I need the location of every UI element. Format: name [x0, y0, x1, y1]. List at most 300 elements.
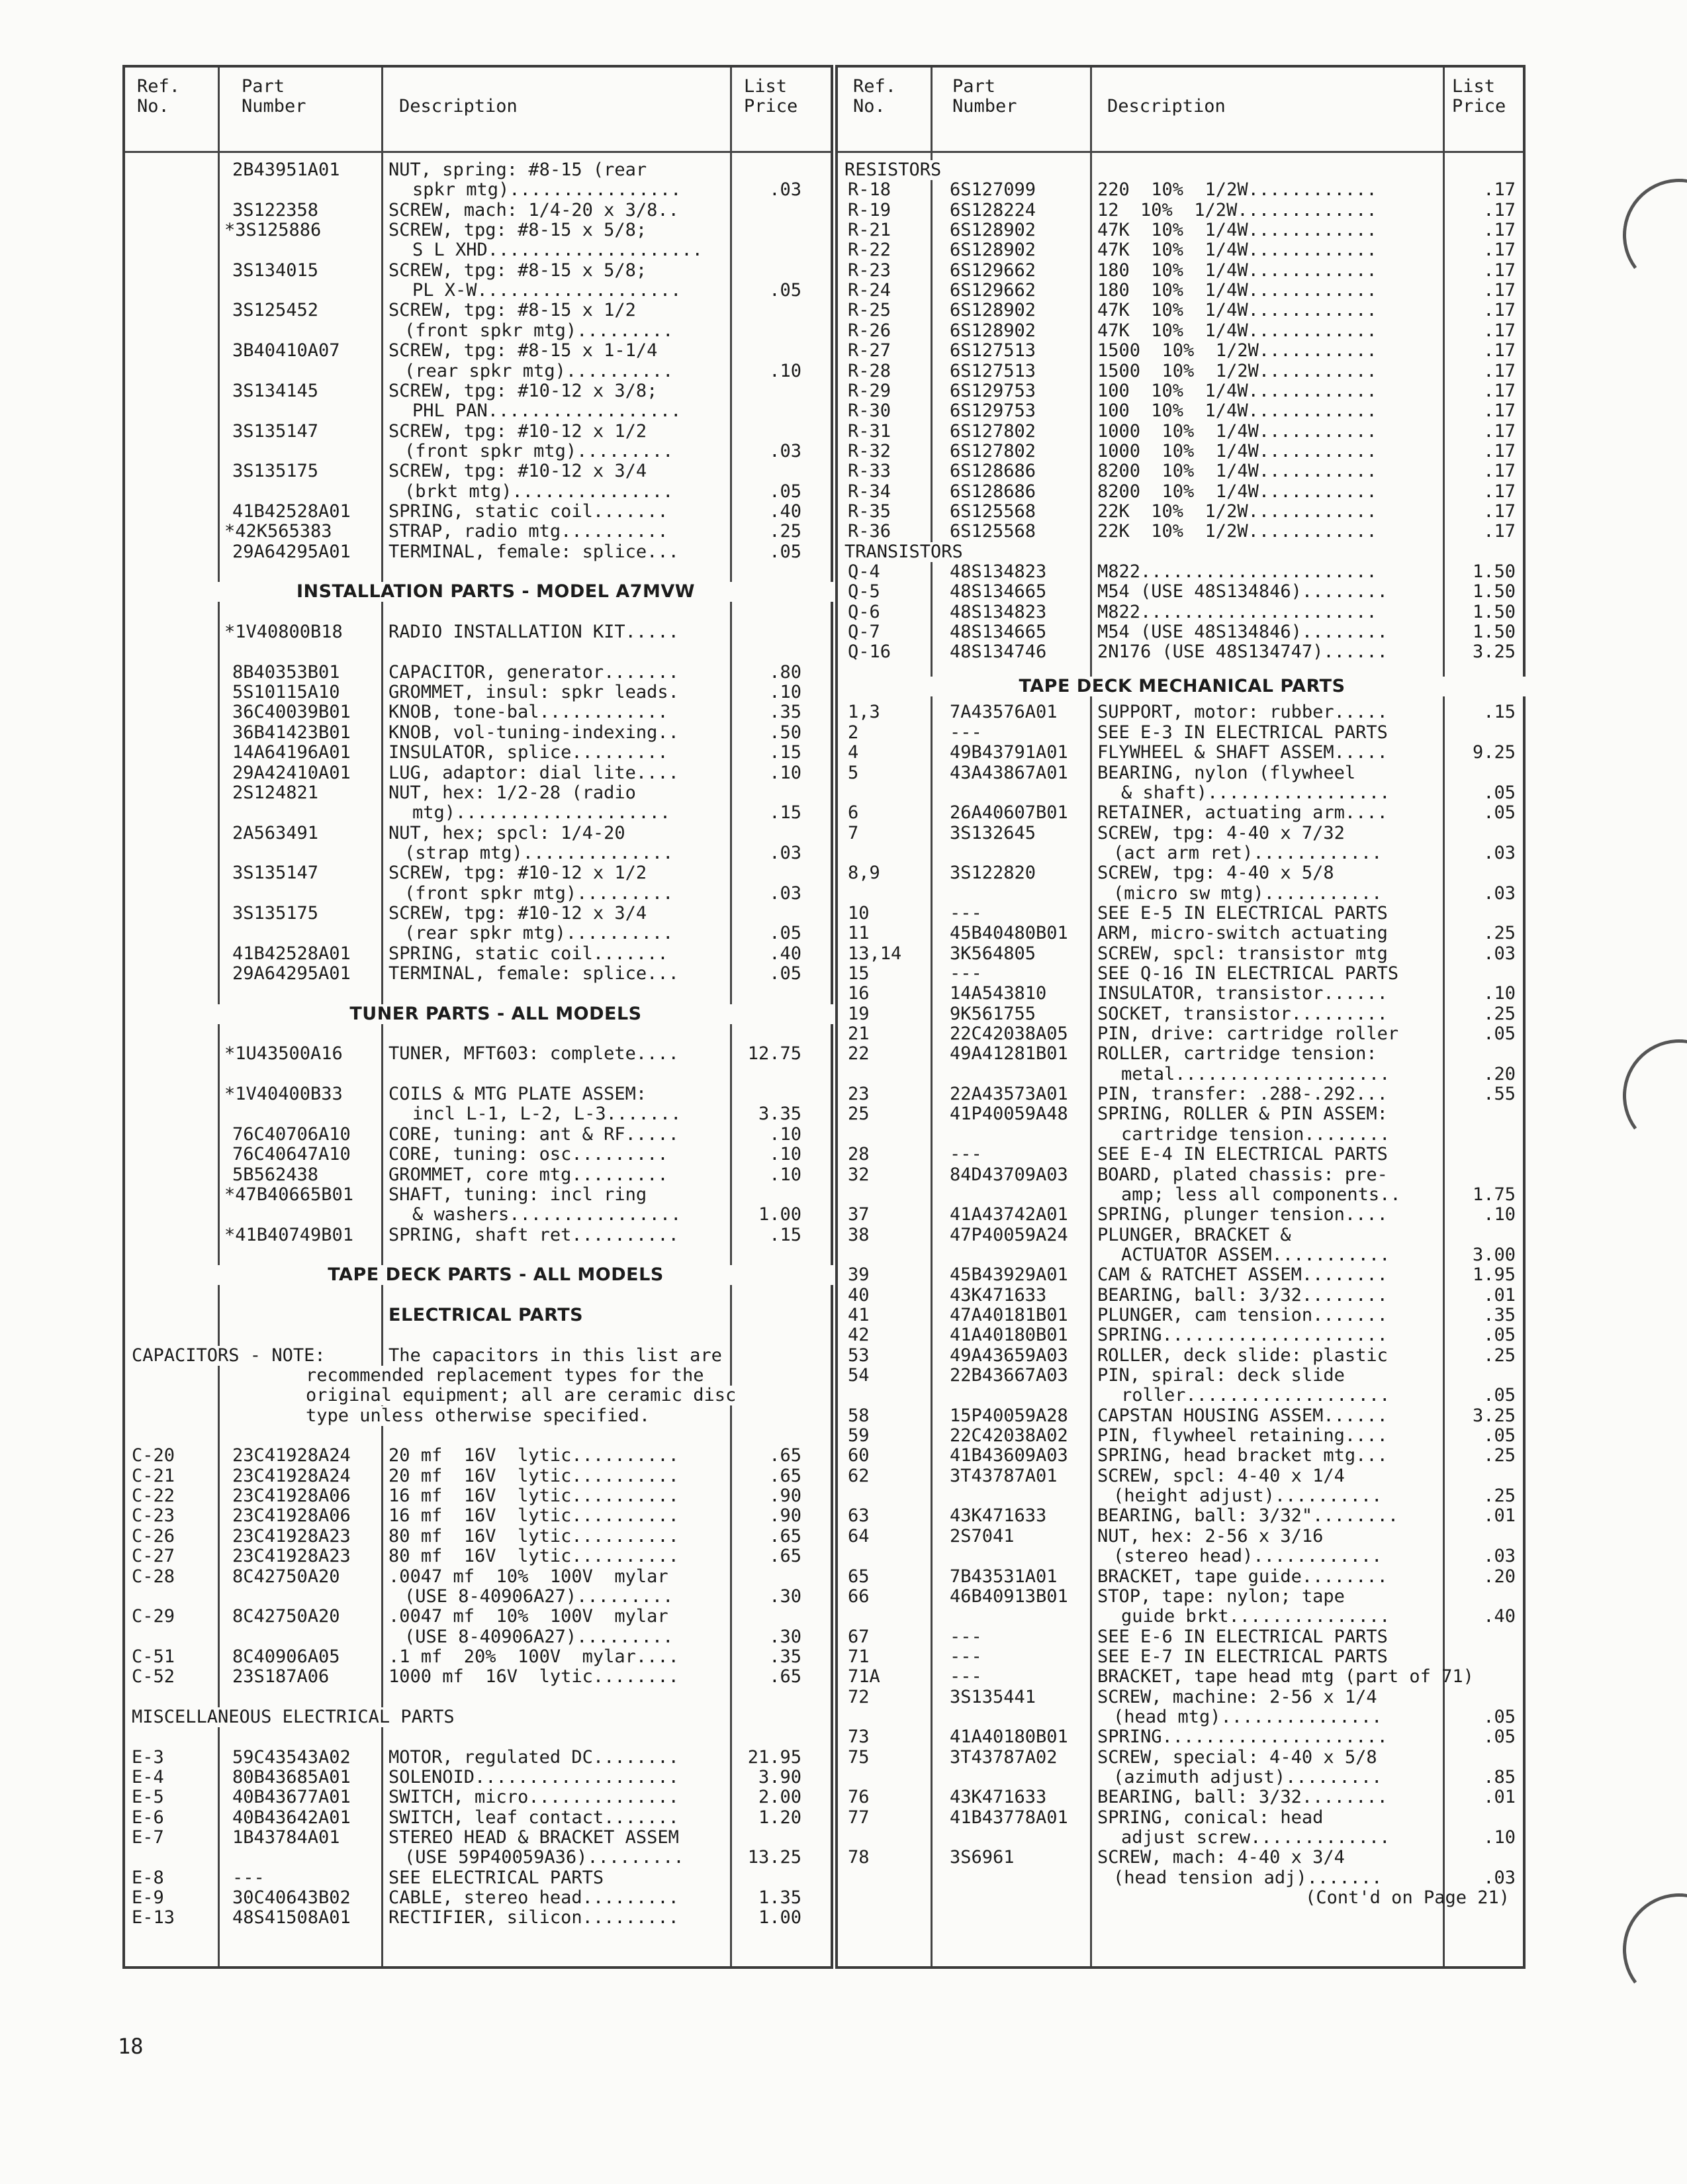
description: SCREW, tpg: #10-12 x 1/2 [388, 863, 647, 884]
note-text: original equipment; all are ceramic disc [306, 1385, 737, 1406]
table-row [838, 1165, 1523, 1185]
list-price: .03 [1483, 1867, 1516, 1888]
table-row [838, 1828, 1523, 1848]
table-row [838, 482, 1523, 502]
description: SEE ELECTRICAL PARTS [388, 1867, 604, 1888]
description: TUNER, MFT603: complete.... [388, 1043, 679, 1065]
header-divider [125, 151, 831, 153]
description: RECTIFIER, silicon......... [388, 1907, 679, 1928]
description: M822...................... [1097, 601, 1377, 622]
ref-number: R-23 [848, 260, 891, 281]
part-number: 23C41928A24 [232, 1445, 351, 1466]
ref-number: 1,3 [848, 702, 880, 723]
description: 1500 10% 1/2W........... [1097, 360, 1377, 381]
note-text: recommended replacement types for the [306, 1365, 704, 1386]
description: RETAINER, actuating arm.... [1097, 802, 1388, 824]
table-row [125, 220, 831, 240]
description: PL X-W................... [412, 280, 682, 301]
description: & washers................ [412, 1204, 682, 1225]
part-number: 6S127099 [950, 179, 1036, 201]
list-price: .20 [1483, 1566, 1516, 1587]
part-number: 6S125568 [950, 500, 1036, 522]
table-row [838, 1245, 1523, 1265]
table-row [125, 442, 831, 461]
description: 100 10% 1/4W............ [1097, 401, 1377, 422]
list-price: 13.25 [747, 1847, 801, 1868]
table-row [838, 1587, 1523, 1607]
ref-number: R-24 [848, 280, 891, 301]
list-price: .17 [1483, 521, 1516, 542]
ref-number: C-51 [132, 1646, 175, 1667]
list-price: .15 [1483, 702, 1516, 723]
description: FLYWHEEL & SHAFT ASSEM..... [1097, 742, 1388, 763]
ref-number: R-26 [848, 320, 891, 341]
description: (height adjust).......... [1113, 1486, 1383, 1507]
part-number: 3S135175 [232, 902, 319, 924]
table-row [838, 1667, 1523, 1687]
table-row [838, 743, 1523, 763]
table-row [125, 422, 831, 442]
description: SCREW, mach: 4-40 x 3/4 [1097, 1847, 1345, 1868]
ref-number: 2 [848, 722, 859, 743]
list-price: .01 [1483, 1505, 1516, 1527]
description: 16 mf 16V lytic.......... [388, 1486, 679, 1507]
part-number: 14A543810 [950, 983, 1047, 1004]
table-row [125, 1205, 831, 1225]
part-number: --- [950, 963, 982, 984]
punch-hole-mark [1616, 171, 1687, 299]
list-price: .15 [769, 742, 801, 763]
part-number: 6S128902 [950, 320, 1036, 341]
note-text: type unless otherwise specified. [306, 1405, 651, 1426]
part-number: *1V40400B33 [224, 1084, 343, 1105]
table-row [838, 1627, 1523, 1647]
description: SCREW, spcl: transistor mtg [1097, 943, 1388, 964]
ref-number: 64 [848, 1525, 870, 1546]
part-number: 22C42038A05 [950, 1023, 1068, 1045]
table-row [838, 964, 1523, 984]
description: PLUNGER, cam tension....... [1097, 1304, 1388, 1325]
table-row [125, 803, 831, 823]
ref-number: Q-6 [848, 601, 880, 622]
description: BEARING, nylon (flywheel [1097, 762, 1356, 783]
part-number: *47B40665B01 [224, 1184, 354, 1205]
table-row [838, 522, 1523, 542]
table-row [838, 843, 1523, 863]
part-header: Part Number [952, 76, 1017, 117]
ref-number: C-52 [132, 1666, 175, 1687]
description: ROLLER, cartridge tension: [1097, 1043, 1377, 1065]
description: SPRING, shaft ret.......... [388, 1224, 679, 1245]
ref-number: 76 [848, 1787, 870, 1808]
table-row [125, 1768, 831, 1787]
description: SEE Q-16 IN ELECTRICAL PARTS [1097, 963, 1399, 984]
ref-number: C-20 [132, 1445, 175, 1466]
table-row [125, 1265, 831, 1285]
table-row [125, 783, 831, 803]
list-price: .05 [1483, 782, 1516, 803]
punch-hole-mark [1616, 1886, 1687, 2013]
description: 1000 10% 1/4W........... [1097, 440, 1377, 461]
part-number: 2S7041 [950, 1525, 1015, 1546]
table-row [838, 1065, 1523, 1084]
punch-hole-mark [1616, 1032, 1687, 1159]
part-number: 15P40059A28 [950, 1405, 1068, 1426]
table-row [838, 562, 1523, 582]
part-number: 40B43642A01 [232, 1807, 351, 1828]
list-price: .17 [1483, 179, 1516, 201]
ref-number: C-23 [132, 1505, 175, 1527]
ref-number: C-26 [132, 1525, 175, 1546]
list-price: 1.50 [1472, 581, 1516, 602]
table-row [125, 863, 831, 883]
table-row [125, 702, 831, 722]
list-price: .03 [1483, 882, 1516, 904]
description: 47K 10% 1/4W............ [1097, 320, 1377, 341]
ref-number: R-29 [848, 380, 891, 401]
description: guide brkt............... [1121, 1606, 1391, 1627]
table-row [125, 1828, 831, 1848]
description: PIN, transfer: .288-.292... [1097, 1084, 1388, 1105]
description: SCREW, tpg: 4-40 x 7/32 [1097, 822, 1345, 843]
table-row [838, 1486, 1523, 1506]
description: CORE, tuning: osc......... [388, 1144, 668, 1165]
description: SUPPORT, motor: rubber..... [1097, 702, 1388, 723]
table-row [125, 1225, 831, 1245]
price-header: List Price [744, 76, 798, 117]
part-number: 48S134823 [950, 561, 1047, 582]
part-number: *1U43500A16 [224, 1043, 343, 1065]
list-price: .17 [1483, 461, 1516, 482]
table-row [125, 843, 831, 863]
list-price: .25 [1483, 1486, 1516, 1507]
table-row [838, 422, 1523, 442]
description: 22K 10% 1/2W............ [1097, 500, 1377, 522]
part-number: 41A40180B01 [950, 1727, 1068, 1748]
part-number: 3S125452 [232, 300, 319, 321]
description: SCREW, tpg: #8-15 x 5/8; [388, 260, 647, 281]
part-number: 23C41928A24 [232, 1465, 351, 1486]
table-row [125, 1044, 831, 1064]
ref-number: C-28 [132, 1566, 175, 1587]
list-price: .01 [1483, 1787, 1516, 1808]
table-row [838, 1848, 1523, 1868]
ref-number: 73 [848, 1727, 870, 1748]
ref-number: R-31 [848, 420, 891, 442]
group-heading: TRANSISTORS [844, 541, 963, 562]
description: SCREW, tpg: #10-12 x 3/8; [388, 380, 658, 401]
description: SCREW, tpg: #8-15 x 5/8; [388, 220, 647, 241]
description: PIN, spiral: deck slide [1097, 1365, 1345, 1386]
table-row [125, 240, 831, 260]
list-price: .90 [769, 1505, 801, 1527]
table-row [125, 884, 831, 904]
table-row [838, 1386, 1523, 1405]
part-number: 48S41508A01 [232, 1907, 351, 1928]
list-price: .17 [1483, 280, 1516, 301]
table-row [125, 1587, 831, 1607]
part-number: 9K561755 [950, 1003, 1036, 1024]
list-price: .03 [769, 440, 801, 461]
table-row [838, 201, 1523, 220]
list-price: .03 [1483, 842, 1516, 863]
table-row [838, 1687, 1523, 1707]
page-number: 18 [118, 2034, 144, 2059]
table-row [838, 502, 1523, 522]
description: SPRING, plunger tension.... [1097, 1204, 1388, 1225]
description: 1000 10% 1/4W........... [1097, 420, 1377, 442]
ref-number: 13,14 [848, 943, 902, 964]
table-row [125, 683, 831, 702]
part-number: 6S128902 [950, 240, 1036, 261]
ref-number: 58 [848, 1405, 870, 1426]
list-price: .03 [1483, 1546, 1516, 1567]
list-price: .80 [769, 661, 801, 683]
description: SWITCH, leaf contact....... [388, 1807, 679, 1828]
table-row [125, 1888, 831, 1908]
ref-number: R-35 [848, 500, 891, 522]
description: SCREW, tpg: #10-12 x 1/2 [388, 420, 647, 442]
table-row [838, 1446, 1523, 1466]
list-price: .25 [1483, 1445, 1516, 1466]
ref-number: E-5 [132, 1787, 164, 1808]
list-price: .10 [769, 1164, 801, 1185]
table-row [838, 341, 1523, 361]
part-number: 49A43659A03 [950, 1345, 1068, 1366]
list-price: .01 [1483, 1284, 1516, 1306]
table-row [125, 824, 831, 843]
list-price: .40 [769, 500, 801, 522]
list-price: .17 [1483, 240, 1516, 261]
ref-number: 78 [848, 1847, 870, 1868]
description: STRAP, radio mtg.......... [388, 521, 668, 542]
table-row [125, 361, 831, 381]
description: 180 10% 1/4W............ [1097, 260, 1377, 281]
part-number: 23C41928A06 [232, 1505, 351, 1527]
table-row [125, 1486, 831, 1506]
ref-number: 25 [848, 1104, 870, 1125]
ref-number: C-21 [132, 1465, 175, 1486]
description: adjust screw............. [1121, 1827, 1391, 1848]
description: CORE, tuning: ant & RF..... [388, 1123, 679, 1145]
part-number: 23C41928A23 [232, 1546, 351, 1567]
table-row [838, 1225, 1523, 1245]
part-number: 2A563491 [232, 822, 319, 843]
description: SEE E-3 IN ELECTRICAL PARTS [1097, 722, 1388, 743]
list-price: .05 [769, 481, 801, 502]
list-price: .30 [769, 1586, 801, 1607]
description: & shaft)................. [1121, 782, 1391, 803]
list-price: .17 [1483, 199, 1516, 220]
part-number: 5B562438 [232, 1164, 319, 1185]
list-price: 2.00 [758, 1787, 801, 1808]
list-price: .17 [1483, 300, 1516, 321]
table-row [838, 1506, 1523, 1526]
list-price: .10 [769, 360, 801, 381]
ref-number: R-33 [848, 461, 891, 482]
table-row [125, 1185, 831, 1205]
table-row [125, 482, 831, 502]
list-price: .35 [1483, 1304, 1516, 1325]
description: (front spkr mtg)......... [404, 320, 674, 341]
part-number: 7B43531A01 [950, 1566, 1058, 1587]
description: 16 mf 16V lytic.......... [388, 1505, 679, 1527]
table-row [125, 944, 831, 964]
table-row [125, 924, 831, 943]
list-price: 1.50 [1472, 622, 1516, 643]
list-price: .05 [769, 963, 801, 984]
part-number: *3S125886 [224, 220, 322, 241]
table-row [838, 1748, 1523, 1768]
table-row [838, 442, 1523, 461]
list-price: .05 [1483, 1023, 1516, 1045]
list-price: 1.95 [1472, 1264, 1516, 1286]
description: (USE 8-40906A27)......... [404, 1586, 674, 1607]
description: 47K 10% 1/4W............ [1097, 240, 1377, 261]
table-row [838, 1366, 1523, 1386]
description: INSULATOR, transistor...... [1097, 983, 1388, 1004]
part-number: 36C40039B01 [232, 702, 351, 723]
ref-number: R-22 [848, 240, 891, 261]
part-number: --- [950, 1626, 982, 1647]
part-number: 3S135441 [950, 1686, 1036, 1707]
part-number: 6S128686 [950, 461, 1036, 482]
part-number: 29A64295A01 [232, 541, 351, 562]
description: GROMMET, core mtg......... [388, 1164, 668, 1185]
description: (act arm ret)............ [1113, 842, 1383, 863]
table-row [838, 321, 1523, 341]
table-row [838, 904, 1523, 924]
part-number: 49A41281B01 [950, 1043, 1068, 1065]
table-row [125, 1808, 831, 1828]
list-price: .65 [769, 1465, 801, 1486]
part-number: 6S129662 [950, 260, 1036, 281]
description: SPRING, ROLLER & PIN ASSEM: [1097, 1104, 1388, 1125]
table-row [125, 301, 831, 320]
description: 12 10% 1/2W............. [1097, 199, 1377, 220]
description: (USE 8-40906A27)......... [404, 1626, 674, 1647]
description: (USE 59P40059A36)......... [404, 1847, 684, 1868]
table-row [838, 723, 1523, 743]
description: INSULATOR, splice......... [388, 742, 668, 763]
group-heading: RESISTORS [844, 160, 942, 180]
description: CAPSTAN HOUSING ASSEM...... [1097, 1405, 1388, 1426]
part-number: 8B40353B01 [232, 661, 340, 683]
part-number: 48S134665 [950, 622, 1047, 643]
description: SOLENOID................... [388, 1767, 679, 1787]
part-number: 6S125568 [950, 521, 1036, 542]
list-price: .65 [769, 1666, 801, 1687]
table-row [838, 1265, 1523, 1285]
list-price: .10 [1483, 1827, 1516, 1848]
table-row [838, 1527, 1523, 1546]
part-number: --- [950, 902, 982, 924]
table-row [838, 1768, 1523, 1787]
part-number: 3S135147 [232, 420, 319, 442]
list-price: .03 [769, 882, 801, 904]
list-price: .65 [769, 1546, 801, 1567]
table-row [125, 1647, 831, 1667]
list-price: 1.75 [1472, 1184, 1516, 1205]
part-number: 1B43784A01 [232, 1827, 340, 1848]
ref-number: 10 [848, 902, 870, 924]
description: SCREW, tpg: 4-40 x 5/8 [1097, 863, 1334, 884]
table-row [125, 1627, 831, 1647]
description: KNOB, vol-tuning-indexing.. [388, 722, 679, 743]
list-price: .40 [1483, 1606, 1516, 1627]
table-row [838, 301, 1523, 320]
ref-number: 8,9 [848, 863, 880, 884]
table-row [125, 743, 831, 763]
ref-number: R-30 [848, 401, 891, 422]
ref-number: 22 [848, 1043, 870, 1065]
list-price: 1.50 [1472, 561, 1516, 582]
list-price: .65 [769, 1445, 801, 1466]
table-row [838, 884, 1523, 904]
table-row [838, 240, 1523, 260]
ref-number: R-27 [848, 340, 891, 361]
part-number: 46B40913B01 [950, 1586, 1068, 1607]
list-price: .05 [769, 541, 801, 562]
description: PIN, flywheel retaining.... [1097, 1425, 1388, 1447]
ref-number: C-27 [132, 1546, 175, 1567]
description: SPRING, head bracket mtg... [1097, 1445, 1388, 1466]
description: NUT, hex; spcl: 1/4-20 [388, 822, 625, 843]
description: SPRING, static coil....... [388, 943, 668, 964]
description: cartridge tension........ [1121, 1123, 1391, 1145]
description: spkr mtg)................ [412, 179, 682, 201]
description: 180 10% 1/4W............ [1097, 280, 1377, 301]
part-number: 41B42528A01 [232, 943, 351, 964]
description: (head tension adj)....... [1113, 1867, 1383, 1888]
ref-number: 32 [848, 1164, 870, 1185]
table-row [125, 1787, 831, 1807]
list-price: 3.25 [1472, 1405, 1516, 1426]
ref-number: 23 [848, 1084, 870, 1105]
description: 20 mf 16V lytic.......... [388, 1465, 679, 1486]
description: M54 (USE 48S134846)........ [1097, 581, 1388, 602]
table-row [838, 1546, 1523, 1566]
table-row [838, 1205, 1523, 1225]
list-price: .17 [1483, 220, 1516, 241]
part-number: 3S134145 [232, 380, 319, 401]
ref-number: 21 [848, 1023, 870, 1045]
list-price: 1.20 [758, 1807, 801, 1828]
part-number: 40B43677A01 [232, 1787, 351, 1808]
table-row [838, 622, 1523, 642]
ref-number: 75 [848, 1746, 870, 1768]
description: 22K 10% 1/2W............ [1097, 521, 1377, 542]
list-price: .17 [1483, 481, 1516, 502]
list-price: 1.00 [758, 1907, 801, 1928]
table-row [125, 622, 831, 642]
table-row [838, 1466, 1523, 1486]
table-row [838, 924, 1523, 943]
part-number: 47A40181B01 [950, 1304, 1068, 1325]
part-number: 43K471633 [950, 1284, 1047, 1306]
description: RADIO INSTALLATION KIT..... [388, 622, 679, 643]
description: SWITCH, micro.............. [388, 1787, 679, 1808]
part-number: 43K471633 [950, 1505, 1047, 1527]
table-row [838, 1145, 1523, 1164]
table-row [838, 361, 1523, 381]
table-row [125, 1386, 831, 1405]
list-price: .05 [769, 280, 801, 301]
description: BRACKET, tape head mtg (part of 71) [1097, 1666, 1474, 1687]
part-number: 3K564805 [950, 943, 1036, 964]
description: STEREO HEAD & BRACKET ASSEM [388, 1827, 679, 1848]
table-row [125, 401, 831, 421]
